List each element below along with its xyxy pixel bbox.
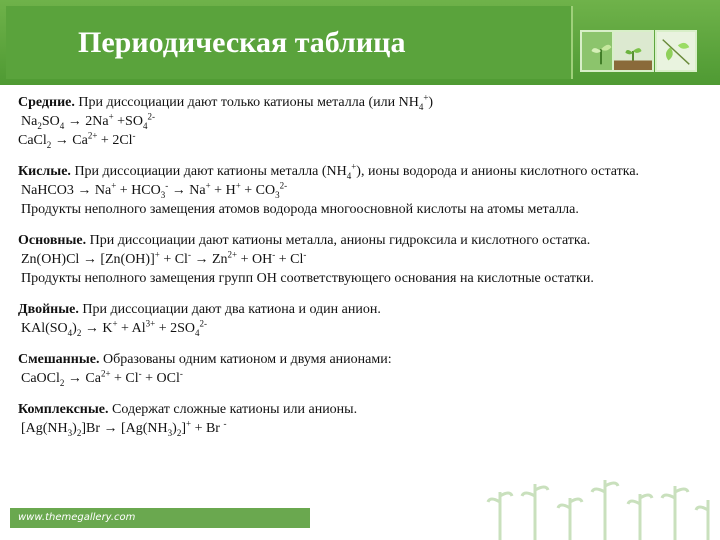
- slide-body: [18, 93, 713, 450]
- acid-equation: NaHCO3 → $Na^+ + HCO_3^- \to Na^+ + H^+ + CO_3^{2-}$: [21, 180, 288, 200]
- title-banner: [0, 0, 720, 85]
- acid-note: Продукты неполного замещения атомов водорода многоосновной кислоты на атомы металла.: [21, 202, 579, 217]
- footer-url: www.themegallery.com: [18, 512, 136, 523]
- slide-title: Периодическая таблица: [78, 26, 406, 59]
- mixed-equation: CaOCl$_2$ → $Ca^{2+} + Cl^- + OCl^-$: [21, 368, 183, 388]
- double-heading: Двойные.: [18, 302, 79, 317]
- section-basic-salts: [18, 231, 713, 288]
- middle-equation-2: CaCl$_2$ → $Ca^{2+} + 2Cl^-$: [18, 130, 136, 150]
- complex-equation: $[Ag(NH_3)_2]Br \to [Ag(NH_3)_2]^+ + Br$ -: [21, 418, 227, 438]
- mixed-description: Смешанные. Образованы одним катионом и двумя анионами:: [18, 352, 392, 367]
- seedling-photo-icon: [612, 30, 654, 72]
- basic-note: Продукты неполного замещения групп ОН соответствующего основания на кислотные остатки.: [21, 271, 594, 286]
- basic-description: Основные. При диссоциации дают катионы металла, анионы гидроксила и кислотного остатка.: [18, 233, 591, 248]
- complex-description: Комплексные. Содержат сложные катионы или анионы.: [18, 402, 358, 417]
- basic-equation: $Zn(OH)Cl \to [Zn(OH)]^+ + Cl^- \to Zn^{2+} + OH^- + Cl^-$: [21, 249, 307, 267]
- section-double-salts: [18, 300, 713, 338]
- leaf-photo-icon: [655, 30, 697, 72]
- middle-description: Средние. При диссоциации дают только катионы металла (или $NH_4^+$): [18, 92, 434, 112]
- middle-heading: Средние.: [18, 95, 75, 110]
- basic-heading: Основные.: [18, 233, 87, 248]
- double-equation: $KAl(SO_4)_2 \to K^+ + Al^{3+} + 2SO_4^{2-}$: [21, 318, 208, 338]
- section-middle-salts: [18, 93, 713, 150]
- acid-heading: Кислые.: [18, 164, 71, 179]
- complex-heading: Комплексные.: [18, 402, 109, 417]
- acid-description: Кислые. При диссоциации дают катионы металла $(NH_4^+)$, ионы водорода и анионы кислотного остатка.: [18, 161, 640, 181]
- section-complex-salts: [18, 400, 713, 438]
- section-acid-salts: [18, 162, 713, 219]
- double-description: Двойные. При диссоциации дают два катиона и один анион.: [18, 302, 381, 317]
- section-mixed-salts: [18, 350, 713, 388]
- mixed-heading: Смешанные.: [18, 352, 100, 367]
- middle-equation-1: $Na_2SO_4 \to 2Na^+ +SO_4^{2-}$: [21, 111, 155, 131]
- plants-decoration-icon: [480, 462, 720, 540]
